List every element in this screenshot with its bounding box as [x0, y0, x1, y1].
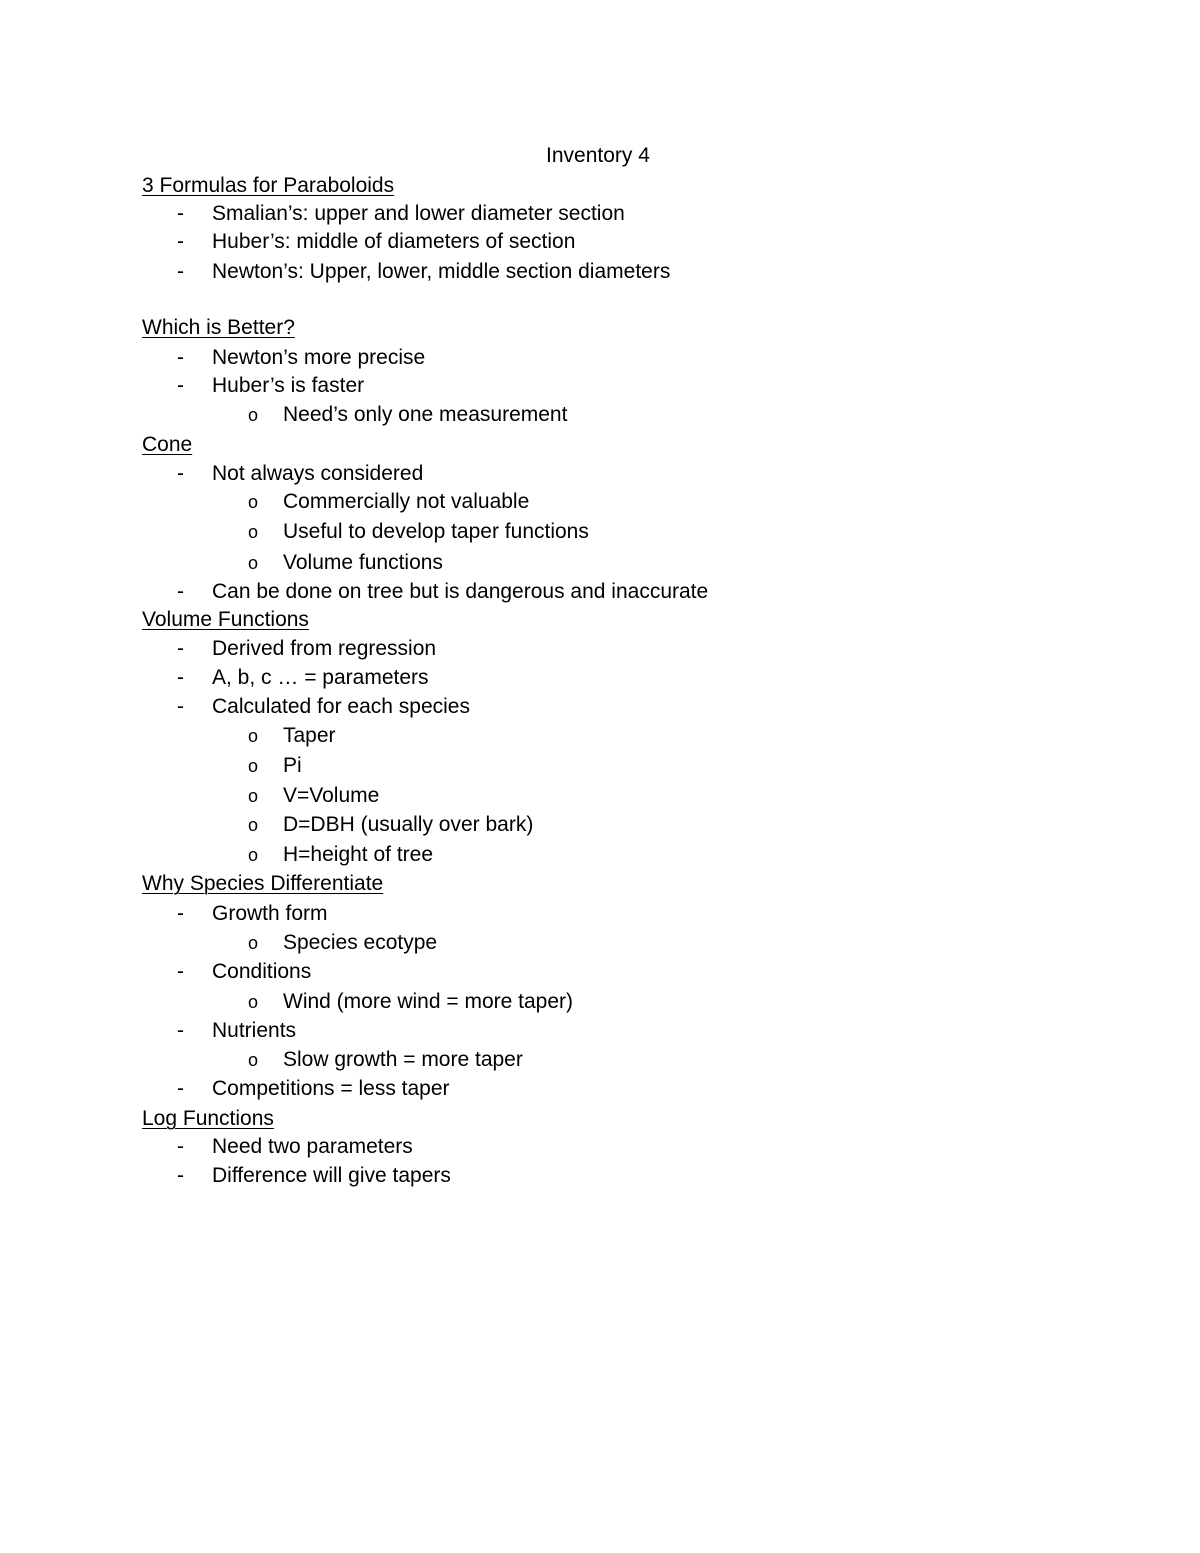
list-item: A, b, c … = parameters	[212, 666, 429, 689]
list-subitem: Wind (more wind = more taper)	[283, 990, 574, 1013]
list-item: Newton’s: Upper, lower, middle section diameters	[212, 260, 671, 283]
section-heading-log-functions: Log Functions	[142, 1107, 274, 1130]
dash-bullet: -	[177, 1019, 184, 1042]
list-subitem: D=DBH (usually over bark)	[283, 813, 534, 836]
circle-bullet: o	[248, 553, 259, 573]
list-subitem: Species ecotype	[283, 931, 438, 954]
dash-bullet: -	[177, 374, 184, 397]
dash-bullet: -	[177, 637, 184, 660]
list-subitem: Commercially not valuable	[283, 490, 530, 513]
dash-bullet: -	[177, 666, 184, 689]
list-item: Can be done on tree but is dangerous and inaccurate	[212, 580, 709, 603]
list-subitem: Taper	[283, 724, 336, 747]
list-item: Difference will give tapers	[212, 1164, 451, 1187]
list-subitem: Useful to develop taper functions	[283, 520, 589, 543]
dash-bullet: -	[177, 1077, 184, 1100]
list-item: Nutrients	[212, 1019, 297, 1042]
circle-bullet: o	[248, 756, 259, 776]
dash-bullet: -	[177, 346, 184, 369]
section-heading-volume-functions: Volume Functions	[142, 608, 309, 631]
dash-bullet: -	[177, 580, 184, 603]
dash-bullet: -	[177, 1164, 184, 1187]
list-item: Huber’s: middle of diameters of section	[212, 230, 576, 253]
circle-bullet: o	[248, 786, 259, 806]
circle-bullet: o	[248, 522, 259, 542]
section-heading-cone: Cone	[142, 433, 193, 456]
circle-bullet: o	[248, 726, 259, 746]
list-item: Calculated for each species	[212, 695, 470, 718]
dash-bullet: -	[177, 695, 184, 718]
list-item: Conditions	[212, 960, 312, 983]
dash-bullet: -	[177, 202, 184, 225]
list-subitem: Volume functions	[283, 551, 443, 574]
circle-bullet: o	[248, 405, 259, 425]
circle-bullet: o	[248, 845, 259, 865]
list-subitem: Need’s only one measurement	[283, 403, 568, 426]
circle-bullet: o	[248, 492, 259, 512]
list-item: Smalian’s: upper and lower diameter section	[212, 202, 625, 225]
circle-bullet: o	[248, 815, 259, 835]
dash-bullet: -	[177, 462, 184, 485]
dash-bullet: -	[177, 902, 184, 925]
list-item: Huber’s is faster	[212, 374, 365, 397]
list-subitem: Slow growth = more taper	[283, 1048, 523, 1071]
list-subitem: H=height of tree	[283, 843, 434, 866]
dash-bullet: -	[177, 1135, 184, 1158]
section-heading-paraboloids: 3 Formulas for Paraboloids	[142, 174, 395, 197]
page-title: Inventory 4	[546, 144, 650, 167]
list-item: Newton’s more precise	[212, 346, 426, 369]
list-item: Not always considered	[212, 462, 424, 485]
section-heading-which-is-better: Which is Better?	[142, 316, 295, 339]
list-item: Competitions = less taper	[212, 1077, 450, 1100]
list-item: Need two parameters	[212, 1135, 413, 1158]
dash-bullet: -	[177, 260, 184, 283]
list-item: Growth form	[212, 902, 328, 925]
circle-bullet: o	[248, 1050, 259, 1070]
dash-bullet: -	[177, 960, 184, 983]
circle-bullet: o	[248, 933, 259, 953]
dash-bullet: -	[177, 230, 184, 253]
list-item: Derived from regression	[212, 637, 437, 660]
list-subitem: V=Volume	[283, 784, 380, 807]
list-subitem: Pi	[283, 754, 302, 777]
section-heading-why-species-differentiate: Why Species Differentiate	[142, 872, 384, 895]
circle-bullet: o	[248, 992, 259, 1012]
